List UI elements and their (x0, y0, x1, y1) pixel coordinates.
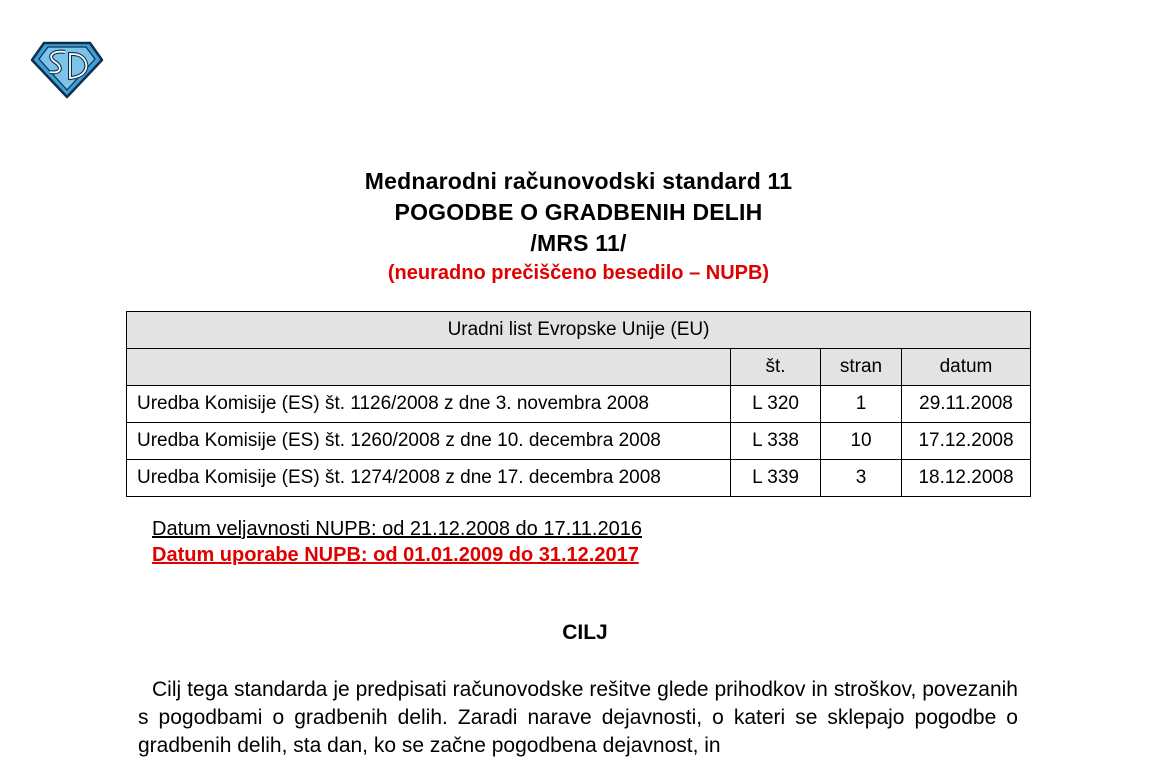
title-standard: Mednarodni računovodski standard 11 (364, 168, 793, 194)
regulation-name: Uredba Komisije (ES) št. 1126/2008 z dne 3. novembra 2008 (127, 386, 731, 423)
publication-date: 29.11.2008 (901, 386, 1030, 423)
application-period: Datum uporabe NUPB: od 01.01.2009 do 31.12.2017 (152, 544, 639, 566)
body-paragraph: Cilj tega standarda je predpisati računovodske rešitve glede prihodkov in stroškov, povezanih s pogodbami o gradbenih delih. Zaradi narave dejavnosti, o kateri se sklepajo pogodbe o gradbenih delih, sta dan, ko se začne pogodbena dejavnost, in (138, 678, 1018, 757)
column-header-datum: datum (901, 349, 1030, 386)
regulation-name: Uredba Komisije (ES) št. 1274/2008 z dne 17. decembra 2008 (127, 460, 731, 497)
regulation-name: Uredba Komisije (ES) št. 1260/2008 z dne 10. decembra 2008 (127, 423, 731, 460)
table-row (127, 423, 1031, 460)
publication-date: 18.12.2008 (901, 460, 1030, 497)
table-caption: Uradni list Evropske Unije (EU) (127, 312, 1031, 349)
regulation-table (126, 311, 1031, 497)
table-row (127, 386, 1031, 423)
table-row (127, 460, 1031, 497)
validity-dates (152, 516, 642, 568)
column-header-text (127, 349, 731, 386)
document-title-block (0, 166, 1157, 287)
journal-number: L 320 (731, 386, 821, 423)
title-code: /MRS 11/ (530, 230, 627, 256)
section-heading: CILJ (562, 621, 608, 644)
column-header-stran: stran (821, 349, 902, 386)
sd-diamond-logo-icon (30, 40, 104, 100)
table-caption-row (127, 312, 1031, 349)
publication-date: 17.12.2008 (901, 423, 1030, 460)
validity-period: Datum veljavnosti NUPB: od 21.12.2008 do 17.11.2016 (152, 518, 642, 540)
journal-number: L 339 (731, 460, 821, 497)
page-number: 10 (821, 423, 902, 460)
journal-number: L 338 (731, 423, 821, 460)
title-subject: POGODBE O GRADBENIH DELIH (394, 199, 763, 225)
column-header-st: št. (731, 349, 821, 386)
page-number: 1 (821, 386, 902, 423)
table-header-row (127, 349, 1031, 386)
page-number: 3 (821, 460, 902, 497)
subtitle-unofficial: (neuradno prečiščeno besedilo – NUPB) (387, 262, 770, 284)
